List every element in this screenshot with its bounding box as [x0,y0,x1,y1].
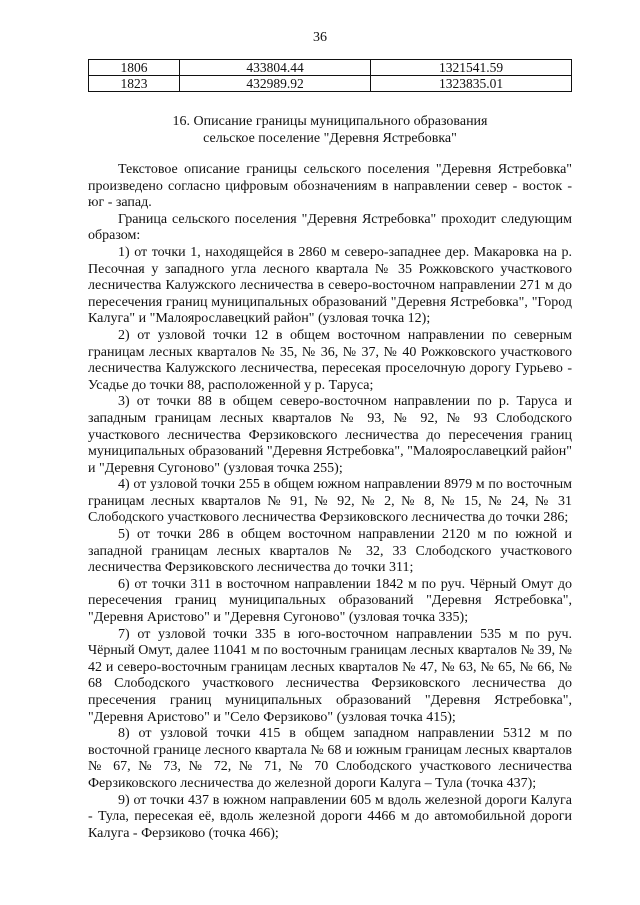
page-number: 36 [313,30,327,45]
coordinates-table [88,59,572,92]
paragraph: Граница сельского поселения "Деревня Ястребовка" проходит следующим образом: [88,211,572,244]
paragraph: 4) от узловой точки 255 в общем южном направлении 8979 м по восточным границам лесных кварталов № 91, № 92, № 2, № 8, № 15, № 24, № 31 Слободского участкового лесничества Ферзиковского лесничества до точки 286; [88,477,572,526]
table-row [89,60,572,76]
paragraph: 6) от точки 311 в восточном направлении 1842 м по руч. Чёрный Омут до пересечения границ муниципальных образований "Деревня Ястребовка", "Деревня Аристово" и "Деревня Сугоново" (узловая точка 335); [88,576,572,626]
table-row [89,76,572,92]
paragraph: 8) от узловой точки 415 в общем западном направлении 5312 м по восточной границе лесного квартала № 68 и южным границам лесных кварталов № 67, № 73, № 72, № 71, № 70 Слободского участкового лесничества Ферзиковского лесничества до железной дороги Калуга – Тула (точка 437); [88,726,572,791]
section-title [88,113,572,147]
paragraph: 9) от точки 437 в южном направлении 605 м вдоль железной дороги Калуга - Тула, пересекая её, вдоль железной дороги 4466 м до автомобильной дороги Калуга - Ферзиково (точка 466); [88,792,572,841]
table-cell: 1323835.01 [371,76,572,92]
section-title-line: 16. Описание границы муниципального образования [172,114,488,129]
table-cell: 433804.44 [180,60,371,76]
paragraph: 5) от точки 286 в общем восточном направлении 2120 м по южной и западной границам лесных кварталов № 32, 33 Слободского участкового лесничества Ферзиковского лесничества до точки 311; [88,527,572,576]
table-cell: 1321541.59 [371,60,572,76]
paragraph: 2) от узловой точки 12 в общем восточном направлении по северным границам лесных кварталов № 35, № 36, № 37, № 40 Рожковского участкового лесничества Калужского лесничества, пересекая проселочную дорогу Гурьево - Усадье до точки 88, расположенной у р. Таруса; [88,327,572,393]
table-cell: 1823 [89,76,180,92]
paragraph: Текстовое описание границы сельского поселения "Деревня Ястребовка" произведено согласно цифровым обозначениям в направлении север - восток - юг - запад. [88,162,572,211]
paragraph: 7) от узловой точки 335 в юго-восточном направлении 535 м по руч. Чёрный Омут, далее 11041 м по восточным границам лесных кварталов № 39, № 42 и северо-восточным границам лесных кварталов № 47, № 63, № 65, № 66, № 68 Слободского участкового лесничества Ферзиковского лесничества до пресечения границ муниципальных образований "Деревня Ястребовка", "Деревня Аристово" и "Село Ферзиково" (узловая точка 415); [88,626,572,725]
document-body [88,162,572,842]
paragraph: 3) от точки 88 в общем северо-восточном направлении по р. Таруса и западным границам лесных кварталов № 93, № 92, № 93 Слободского участкового лесничества Ферзиковского лесничества до пересечения границ муниципальных образований "Деревня Ястребовка", "Малоярославецкий район" и "Деревня Сугоново" (узловая точка 255); [88,394,572,476]
table-cell: 1806 [89,60,180,76]
table-cell: 432989.92 [180,76,371,92]
paragraph: 1) от точки 1, находящейся в 2860 м северо-западнее дер. Макаровка на р. Песочная у западного угла лесного квартала № 35 Рожковского участкового лесничества Калужского лесничества в северо-восточном направлении 271 м до пересечения границ муниципальных образований "Деревня Ястребовка", "Город Калуга" и "Малоярославецкий район" (узловая точка 12); [88,244,572,327]
section-title-line: сельское поселение "Деревня Ястребовка" [203,131,457,146]
